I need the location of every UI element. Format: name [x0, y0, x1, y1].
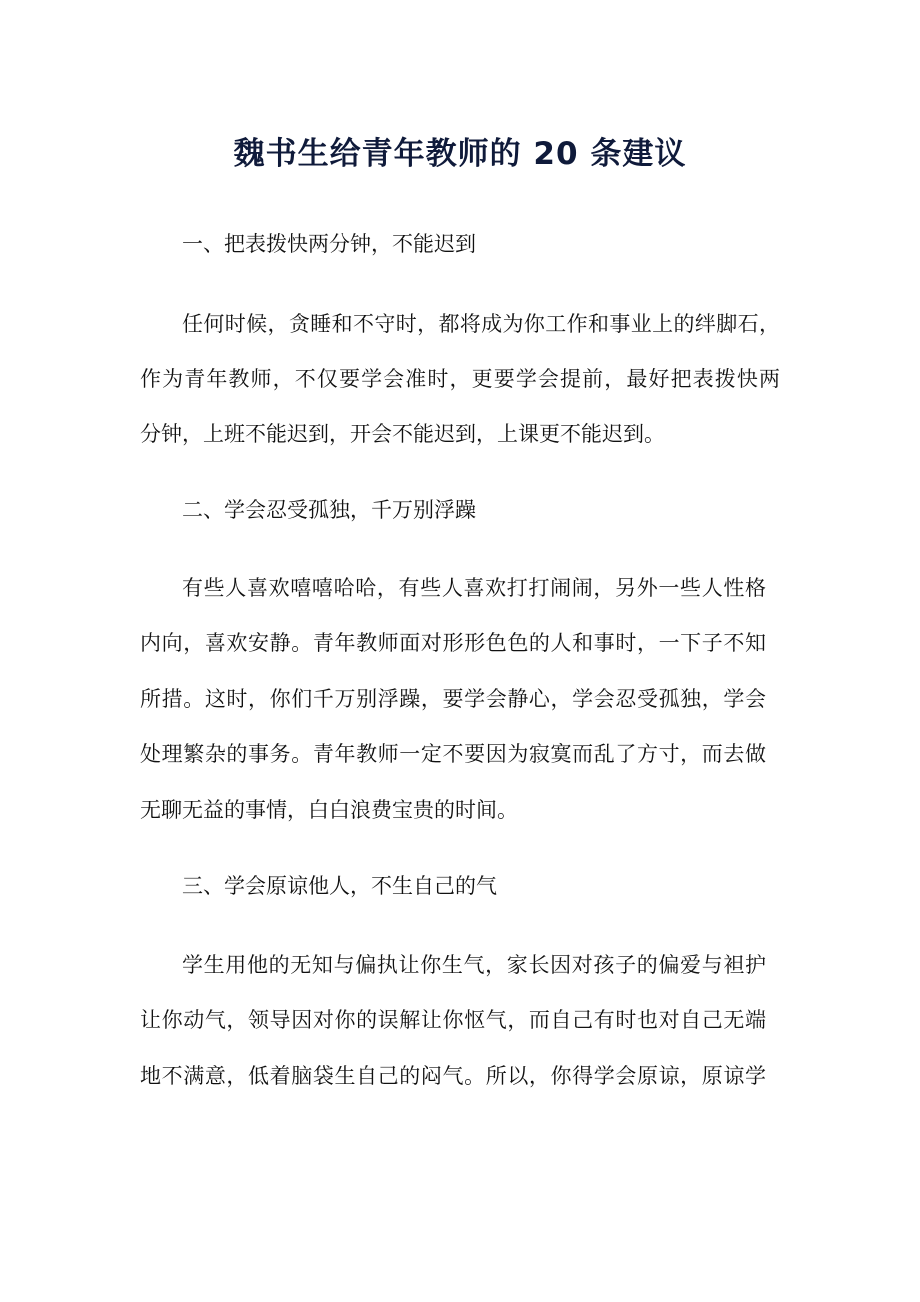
paragraph-line: 作为青年教师，不仅要学会准时，更要学会提前，最好把表拨快两	[140, 367, 780, 391]
paragraph-line: 无聊无益的事情，白白浪费宝贵的时间。	[140, 798, 518, 822]
section-heading: 一、把表拨快两分钟，不能迟到	[182, 232, 476, 256]
document-title: 魏书生给青年教师的 20 条建议	[233, 136, 687, 172]
section-heading: 二、学会忍受孤独，千万别浮躁	[182, 498, 476, 522]
paragraph-line: 所措。这时，你们千万别浮躁，要学会静心，学会忍受孤独，学会	[140, 687, 766, 711]
paragraph-line: 内向，喜欢安静。青年教师面对形形色色的人和事时，一下子不知	[140, 631, 766, 655]
paragraph-line: 地不满意，低着脑袋生自己的闷气。所以，你得学会原谅，原谅学	[140, 1064, 766, 1088]
paragraph-line: 学生用他的无知与偏执让你生气，家长因对孩子的偏爱与袒护	[182, 953, 766, 977]
paragraph-line: 有些人喜欢嘻嘻哈哈，有些人喜欢打打闹闹，另外一些人性格	[182, 576, 766, 600]
paragraph-line: 让你动气，领导因对你的误解让你怄气，而自己有时也对自己无端	[140, 1008, 766, 1032]
section-heading: 三、学会原谅他人，不生自己的气	[182, 874, 497, 898]
paragraph-line: 处理繁杂的事务。青年教师一定不要因为寂寞而乱了方寸，而去做	[140, 742, 766, 766]
paragraph-line: 任何时候，贪睡和不守时，都将成为你工作和事业上的绊脚石，	[182, 312, 780, 336]
paragraph-line: 分钟，上班不能迟到，开会不能迟到，上课更不能迟到。	[140, 422, 665, 446]
